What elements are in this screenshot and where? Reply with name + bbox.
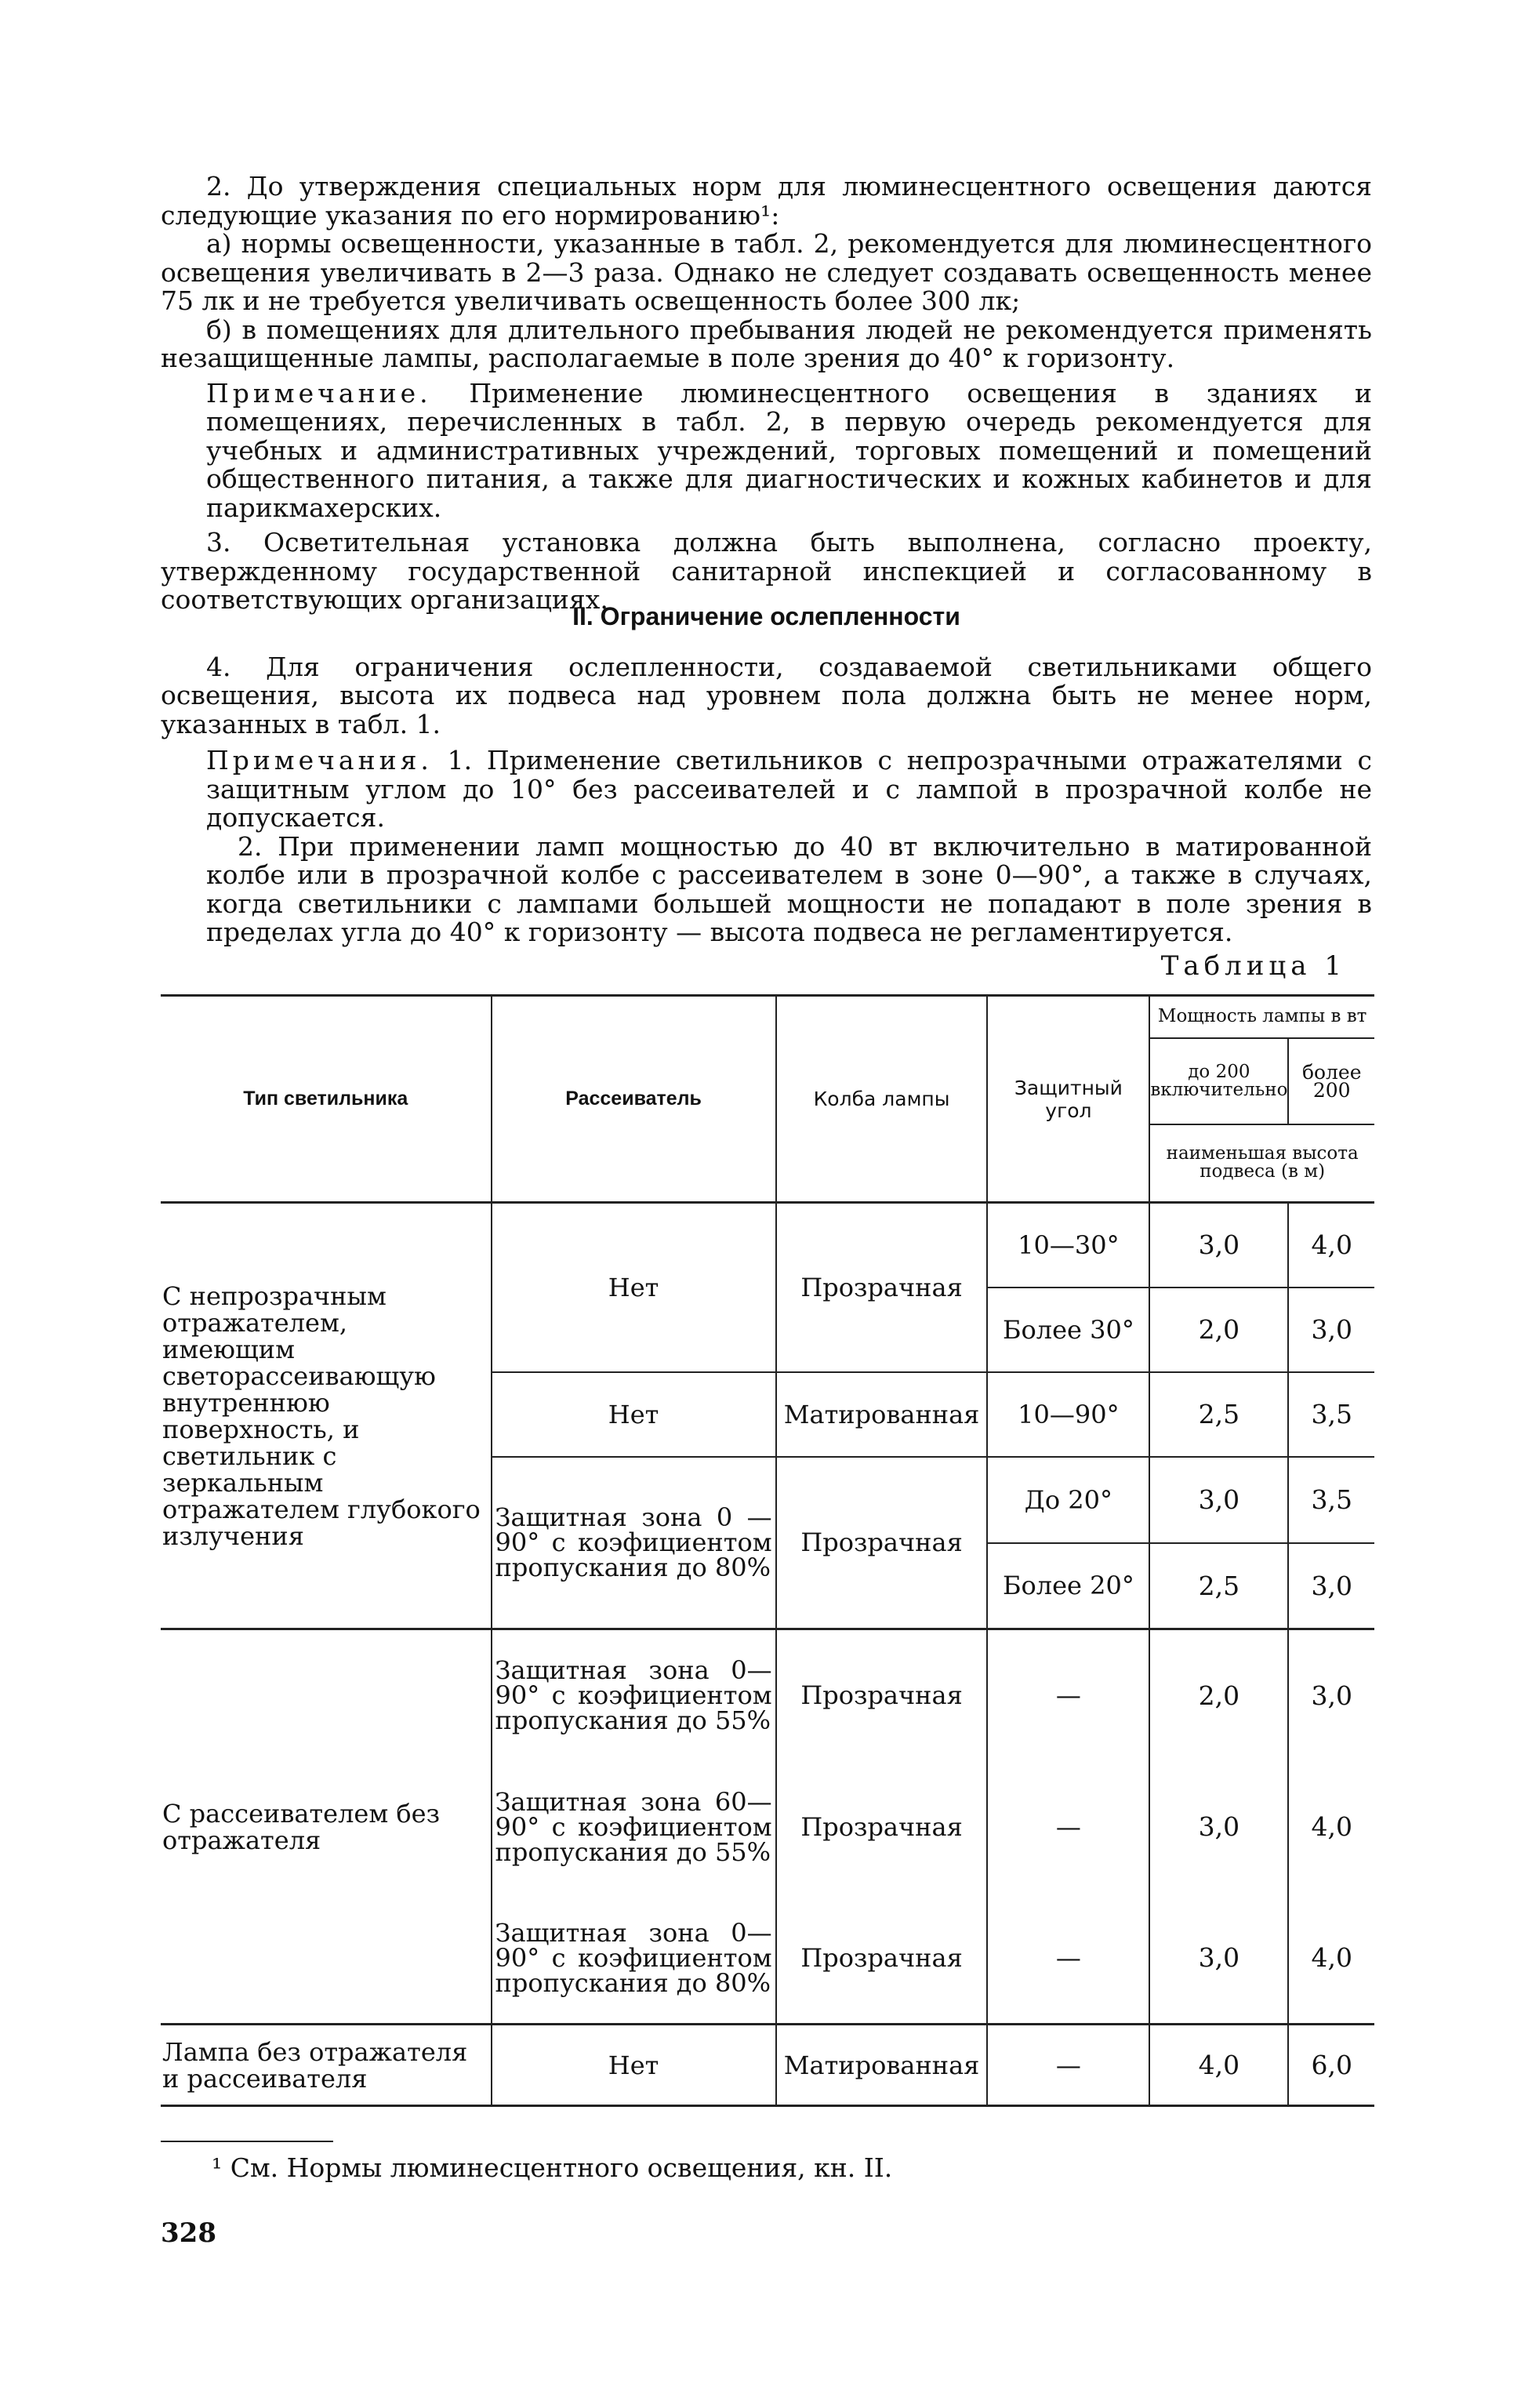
diffuser-cell: Защитная зона 0—90° с коэфициентом пропускания до 55%	[492, 1629, 776, 1761]
notes-label: Примечания.	[206, 745, 433, 775]
header-diffuser: Рассеиватель	[492, 996, 776, 1203]
paragraph-2b: б) в помещениях для длительного пребывания людей не рекомендуется применять незащищенные лампы, располагаемые в поле зрения до 40° к горизонту.	[161, 314, 1372, 373]
height-low-cell: 2,5	[1149, 1543, 1288, 1629]
bulb-cell: Матированная	[776, 2025, 988, 2106]
height-high-cell: 3,0	[1288, 1543, 1374, 1629]
bulb-cell: Матированная	[776, 1372, 988, 1457]
luminaire-height-table	[161, 994, 1374, 2107]
height-low-cell: 4,0	[1149, 2025, 1288, 2106]
height-low-cell: 3,0	[1149, 1203, 1288, 1288]
header-power-high: более 200	[1288, 1038, 1374, 1124]
bulb-cell: Прозрачная	[776, 1203, 988, 1372]
table-row	[161, 2025, 1374, 2106]
paragraph-2a: а) нормы освещенности, указанные в табл. 2, рекомендуется для люминесцентного освещения увеличивать в 2—3 раза. Однако не следует создавать освещенность менее 75 лк и не требуется увеличивать освещенность более 300 лк;	[161, 228, 1372, 316]
header-power: Мощность лампы в вт	[1149, 996, 1374, 1038]
type-cell: С рассеивателем без отражателя	[161, 1629, 492, 2025]
table-row	[161, 1629, 1374, 1761]
table-caption: Таблица 1	[1160, 950, 1346, 982]
table-row	[161, 1203, 1374, 1288]
intro-text	[161, 173, 1372, 615]
height-high-cell: 4,0	[1288, 1761, 1374, 1893]
height-low-cell: 2,5	[1149, 1372, 1288, 1457]
bulb-cell: Прозрачная	[776, 1457, 988, 1629]
angle-cell: Более 20°	[987, 1543, 1149, 1629]
angle-cell: —	[987, 1629, 1149, 1761]
angle-cell: 10—90°	[987, 1372, 1149, 1457]
notes-block-2: 2. При применении ламп мощностью до 40 вт включительно в матированной колбе или в прозрачной колбе с рассеивателем в зоне 0—90°, а также в случаях, когда светильники с лампами большей мощности не попадают в поле зрения в пределах угла до 40° к горизонту — высота подвеса не регламентируется.	[206, 830, 1372, 947]
type-cell: С непрозрачным отражателем, имеющим светорассеивающую внутреннюю поверхность, и светильник с зеркальным отражателем глубокого излучения	[161, 1203, 492, 1629]
height-high-cell: 6,0	[1288, 2025, 1374, 2106]
diffuser-cell: Защитная зона 0 — 90° с коэфициентом пропускания до 80%	[492, 1457, 776, 1629]
header-type: Тип светильника	[161, 996, 492, 1203]
diffuser-cell: Нет	[492, 1372, 776, 1457]
section-heading: II. Ограничение ослепленности	[572, 602, 960, 630]
height-high-cell: 3,5	[1288, 1457, 1374, 1543]
diffuser-cell: Нет	[492, 1203, 776, 1372]
note-1-text: Применение люминесцентного освещения в зданиях и помещениях, перечисленных в табл. 2, в первую очередь рекомендуется для учебных и административных учреждений, торговых помещений и помещений общественного питания, а также для диагностических и кожных кабинетов и для парикмахерских.	[206, 377, 1372, 523]
angle-cell: —	[987, 2025, 1149, 2106]
footnote-divider	[161, 2141, 333, 2142]
angle-cell: —	[987, 1761, 1149, 1893]
section-2	[161, 602, 1372, 947]
angle-cell: 10—30°	[987, 1203, 1149, 1288]
paragraph-4: 4. Для ограничения ослепленности, создаваемой светильниками общего освещения, высота их подвеса над уровнем пола должна быть не менее норм, указанных в табл. 1.	[161, 651, 1372, 739]
notes-block-1	[161, 746, 1372, 833]
header-bulb: Колба лампы	[776, 996, 988, 1203]
footnote: ¹ См. Нормы люминесцентного освещения, кн. II.	[212, 2152, 893, 2183]
table-header-row	[161, 996, 1374, 1038]
height-high-cell: 4,0	[1288, 1893, 1374, 2025]
height-low-cell: 3,0	[1149, 1457, 1288, 1543]
bulb-cell: Прозрачная	[776, 1761, 988, 1893]
angle-cell: До 20°	[987, 1457, 1149, 1543]
angle-cell: —	[987, 1893, 1149, 2025]
header-height: наименьшая высота подвеса (в м)	[1149, 1124, 1374, 1203]
header-angle: Защитный угол	[987, 996, 1149, 1203]
diffuser-cell: Защитная зона 0—90° с коэфициентом пропускания до 80%	[492, 1893, 776, 2025]
note-1-label: Примечание.	[206, 377, 432, 409]
height-low-cell: 3,0	[1149, 1761, 1288, 1893]
note-a-text: 1. Применение светильников с непрозрачными отражателями с защитным углом до 10° без рассеивателей и с лампой в прозрачной колбе не допускается.	[206, 745, 1372, 833]
diffuser-cell: Нет	[492, 2025, 776, 2106]
paragraph-3: 3. Осветительная установка должна быть выполнена, согласно проекту, утвержденному государственной санитарной инспекцией и согласованному в соответствующих организациях.	[161, 527, 1372, 615]
angle-cell: Более 30°	[987, 1288, 1149, 1372]
height-high-cell: 4,0	[1288, 1203, 1374, 1288]
bulb-cell: Прозрачная	[776, 1629, 988, 1761]
height-low-cell: 3,0	[1149, 1893, 1288, 2025]
page-number: 328	[161, 2217, 216, 2249]
height-high-cell: 3,0	[1288, 1629, 1374, 1761]
diffuser-cell: Защитная зона 60—90° с коэфициентом пропускания до 55%	[492, 1761, 776, 1893]
header-power-low: до 200 включительно	[1149, 1038, 1288, 1124]
note-1	[161, 377, 1372, 523]
bulb-cell: Прозрачная	[776, 1893, 988, 2025]
type-cell: Лампа без отражателя и рассеивателя	[161, 2025, 492, 2106]
height-high-cell: 3,0	[1288, 1288, 1374, 1372]
height-low-cell: 2,0	[1149, 1288, 1288, 1372]
height-low-cell: 2,0	[1149, 1629, 1288, 1761]
height-high-cell: 3,5	[1288, 1372, 1374, 1457]
paragraph-2: 2. До утверждения специальных норм для люминесцентного освещения даются следующие указания по его нормированию¹:	[161, 171, 1372, 231]
